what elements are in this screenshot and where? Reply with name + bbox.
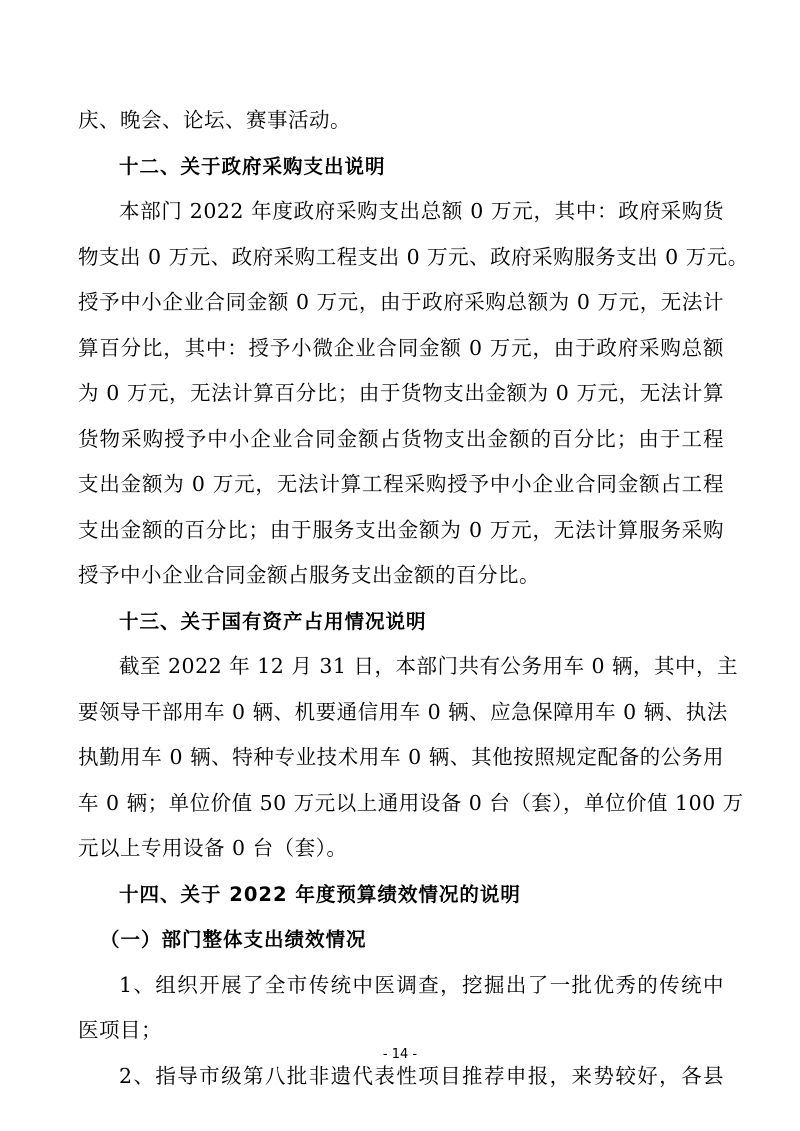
- paragraph-line: 授予中小企业合同金额 0 万元，由于政府采购总额为 0 万元，无法计: [78, 290, 724, 314]
- paragraph-line: 为 0 万元，无法计算百分比；由于货物支出金额为 0 万元，无法计算: [78, 381, 724, 405]
- paragraph-line: 截至 2022 年 12 月 31 日，本部门共有公务用车 0 辆，其中，主: [119, 654, 739, 678]
- paragraph-line: 算百分比，其中：授予小微企业合同金额 0 万元，由于政府采购总额: [78, 335, 724, 360]
- paragraph-line: 物支出 0 万元、政府采购工程支出 0 万元、政府采购服务支出 0 万元。: [78, 244, 749, 269]
- paragraph-line: 要领导干部用车 0 辆、机要通信用车 0 辆、应急保障用车 0 辆、执法: [78, 699, 728, 724]
- section-heading: 十二、关于政府采购支出说明: [119, 154, 386, 178]
- paragraph-line: 医项目；: [78, 1018, 162, 1042]
- paragraph-line: 执勤用车 0 辆、特种专业技术用车 0 辆、其他按照规定配备的公务用: [78, 745, 724, 769]
- paragraph-line: 支出金额为 0 万元，无法计算工程采购授予中小企业合同金额占工程: [78, 472, 724, 496]
- paragraph-line: 授予中小企业合同金额占服务支出金额的百分比。: [78, 563, 540, 587]
- paragraph-line: 车 0 辆；单位价值 50 万元以上通用设备 0 台（套），单位价值 100 万: [78, 790, 744, 815]
- paragraph-line: 货物采购授予中小企业合同金额占货物支出金额的百分比；由于工程: [78, 426, 724, 451]
- paragraph-line: 本部门 2022 年度政府采购支出总额 0 万元，其中：政府采购货: [119, 199, 724, 223]
- paragraph-line: 元以上专用设备 0 台（套）。: [78, 836, 348, 860]
- paragraph-line: 1、组织开展了全市传统中医调查，挖掘出了一批优秀的传统中: [119, 972, 724, 997]
- subsection-heading: （一）部门整体支出绩效情况: [100, 928, 367, 951]
- paragraph-line: 支出金额的百分比；由于服务支出金额为 0 万元，无法计算服务采购: [78, 517, 724, 542]
- section-heading: 十三、关于国有资产占用情况说明: [119, 609, 427, 633]
- document-body: [78, 98, 749, 1099]
- paragraph-line: 庆、晚会、论坛、赛事活动。: [78, 108, 351, 132]
- section-heading: 十四、关于 2022 年度预算绩效情况的说明: [119, 882, 521, 906]
- page-number: - 14 -: [382, 1047, 418, 1062]
- paragraph-line: 2、指导市级第八批非遗代表性项目推荐申报，来势较好，各县: [119, 1063, 724, 1088]
